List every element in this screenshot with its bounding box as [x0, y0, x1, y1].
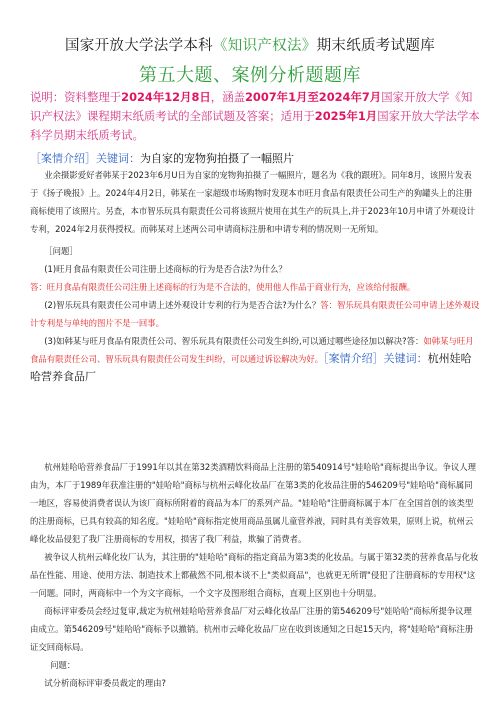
case1-paragraph: 业余摄影爱好者韩某于2023年6月U日为自家的宠物狗拍摄了一幅照片，题名为《我的跟班》。同年8月，该照片发表于《扬子晚报》上。2024年4月2日，韩某在一家超级市场购物时发现本市旺月食品有限责任公司生产的狗罐头上的注册商标使用了该照片。另查，本市智乐玩具有限责任公司将该照片使用在其生产的玩具上,并于2023年10月申请了外观设计专利，2024年2月获得授权。而韩某对上述两公司申请商标注册和申请专利的情况则一无所知。 — [30, 170, 476, 234]
case-keyword: 为自家的宠物狗拍摄了一幅照片 — [140, 152, 294, 165]
case1-heading — [30, 150, 480, 166]
case2-label: ［案情介绍］关键词： — [323, 352, 428, 365]
question-2: (2)智乐玩具有限责任公司申请上述外观设计专利的行为是否合法?为什么？答：智乐玩具有限责任公司申请上述外观设计专利是与单纯的图片不是一回事。 — [30, 300, 480, 328]
page-title: 国家开放大学法学本科《知识产权法》期末纸质考试题库 — [64, 38, 435, 54]
answer-2: 答：智乐玩具有限责任公司申请上述外观设计专利是与单纯的图片不是一回事。 — [30, 300, 480, 328]
case-label: ［案情介绍］关键词： — [30, 152, 140, 165]
case1-body — [30, 166, 480, 386]
case2-body — [30, 458, 480, 692]
course-name: 《知识产权法》 — [212, 38, 317, 54]
section-heading: 第五大题、案例分析题题库 — [139, 65, 361, 86]
case2-questions-label: 问题： — [50, 660, 76, 670]
case2-keyword: 杭州娃哈哈营养食品厂 — [30, 352, 472, 383]
case2-question-1: 试分析商标评审委员裁定的理由? — [44, 678, 166, 688]
question-3: (3)如韩某与旺月食品有限责任公司、智乐玩具有限责任公司发生纠纷,可以通过哪些途径加以解决?答：如韩某与旺月食品有限责任公司、智乐玩具有限责任公司发生纠纷，可以通过诉讼解决为好。［案情介绍］关键词：杭州娃哈哈营养食品厂 — [30, 336, 474, 383]
case2-paragraph-3: 商标评审委员会经过复审,裁定为杭州娃哈哈营养食品厂对云峰化妆品厂注册的第546209号"娃哈哈"商标所提争议理由成立。第546209号"娃哈哈"商标予以撤销。杭州市云峰化妆品厂应在收到该通知之日起15天内，将"娃哈哈"商标注册证交回商标局。 — [30, 606, 474, 652]
answer-1: 答：旺月食品有限责任公司注册上述商标的行为是不合法的，使用他人作品于商业行为，应该给付报酬。 — [30, 282, 416, 292]
case2-paragraph-1: 杭州娃哈哈营养食品厂于1991年以其在第32类酒精饮料商品上注册的第540914号"娃哈哈"商标提出争议。争议人理由为，本厂于1989年获准注册的"娃哈哈"商标与杭州云峰化妆品厂在第3类的化妆品注册的546209号"娃哈哈"商标属同一地区，容易使消费者误认为该厂商标所附着的商品为本厂的系列产品。"娃哈哈"注册商标属于本厂在全国首创的该类型的注册商标，已具有较高的知名度。"娃哈哈"商标指定使用商品虽属儿童营养液，同时具有美容效果，原则上说，杭州云峰化妆品侵犯了我厂注册商标的专用权，损害了我厂利益，欺骗了消费者。 — [30, 462, 477, 544]
question-1: (1)旺月食品有限责任公司注册上述商标的行为是否合法?为什么？ — [44, 264, 287, 274]
case2-paragraph-2: 被争议人杭州云峰化妆厂认为，其注册的"娃哈哈"商标的指定商品为第3类的化妆品。与属于第32类的营养食品与化妆品在性能、用途、使用方法、制造技术上都截然不同,根本谈不上"类似商品"，也就更无所谓"侵犯了注册商标的专用权"这一问题。同时，两商标中一个为文字商标，一个文字及图形组合商标，直观上区别也十分明显。 — [30, 552, 479, 598]
description-note: 说明：资料整理于2024年12月8日，涵盖2007年1月至2024年7月国家开放大学《知识产权法》课程期末纸质考试的全部试题及答案；适用于2025年1月国家开放大学法学本科学员期末纸质考试。 — [30, 90, 480, 142]
questions-label: ［问题］ — [44, 246, 78, 256]
answer-3: 如韩某与旺月食品有限责任公司、智乐玩具有限责任公司发生纠纷，可以通过诉讼解决为好。 — [30, 336, 474, 364]
